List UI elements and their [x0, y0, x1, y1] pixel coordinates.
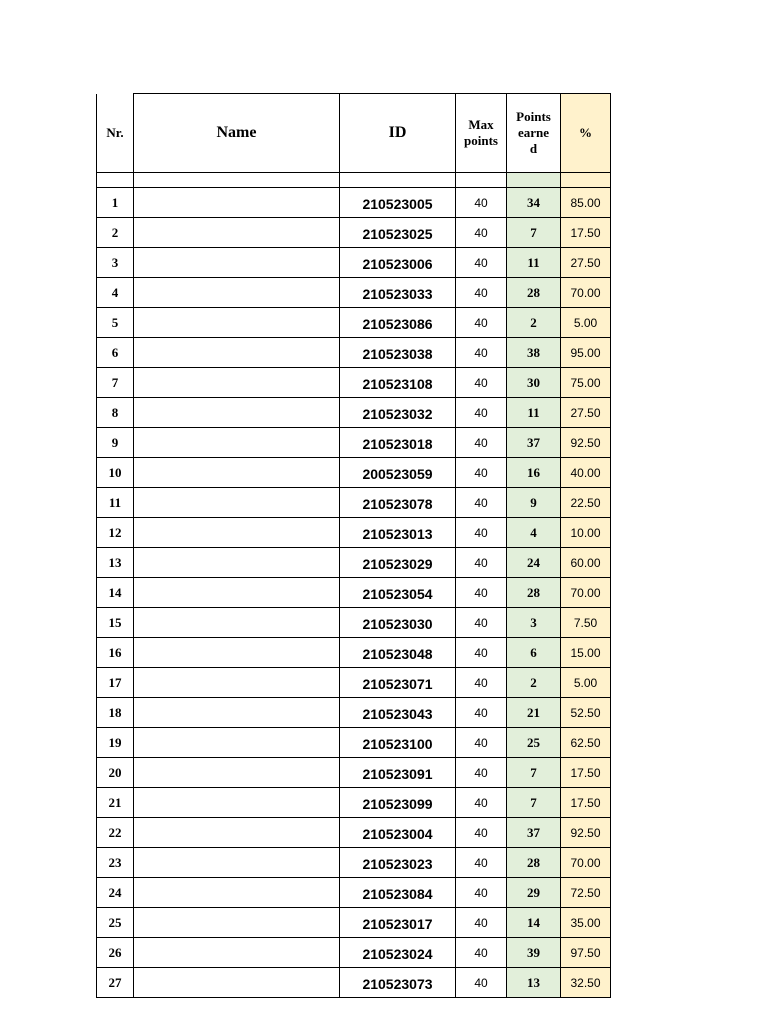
- row-number: 9: [97, 428, 134, 458]
- row-max-points: 40: [456, 608, 507, 638]
- header-max-line1: Max: [468, 117, 494, 132]
- row-percent: 97.50: [561, 938, 611, 968]
- row-student-id: 210523043: [340, 698, 456, 728]
- row-student-id: 210523054: [340, 578, 456, 608]
- row-student-id: 210523006: [340, 248, 456, 278]
- row-points-earned: 37: [507, 818, 561, 848]
- row-student-id: 210523005: [340, 188, 456, 218]
- table-row: [97, 218, 611, 248]
- row-name-cell: [134, 668, 340, 698]
- row-percent: 60.00: [561, 548, 611, 578]
- row-number: 25: [97, 908, 134, 938]
- row-points-earned: 4: [507, 518, 561, 548]
- table-row: [97, 518, 611, 548]
- row-points-earned: 21: [507, 698, 561, 728]
- row-max-points: 40: [456, 638, 507, 668]
- row-max-points: 40: [456, 908, 507, 938]
- table-header: [97, 94, 611, 173]
- row-student-id: 210523078: [340, 488, 456, 518]
- table-row: [97, 788, 611, 818]
- table-row: [97, 188, 611, 218]
- table-row: [97, 548, 611, 578]
- row-name-cell: [134, 368, 340, 398]
- row-max-points: 40: [456, 278, 507, 308]
- row-number: 11: [97, 488, 134, 518]
- spacer-cell: [134, 173, 340, 188]
- row-points-earned: 7: [507, 788, 561, 818]
- row-percent: 27.50: [561, 248, 611, 278]
- row-name-cell: [134, 188, 340, 218]
- row-max-points: 40: [456, 458, 507, 488]
- row-max-points: 40: [456, 728, 507, 758]
- spacer-cell: [507, 173, 561, 188]
- row-points-earned: 13: [507, 968, 561, 998]
- row-max-points: 40: [456, 488, 507, 518]
- row-points-earned: 37: [507, 428, 561, 458]
- row-name-cell: [134, 878, 340, 908]
- row-percent: 70.00: [561, 578, 611, 608]
- table-row: [97, 638, 611, 668]
- row-max-points: 40: [456, 188, 507, 218]
- row-max-points: 40: [456, 398, 507, 428]
- row-number: 13: [97, 548, 134, 578]
- header-earned-line2: earne: [517, 125, 550, 140]
- row-percent: 85.00: [561, 188, 611, 218]
- row-number: 1: [97, 188, 134, 218]
- row-student-id: 210523086: [340, 308, 456, 338]
- row-max-points: 40: [456, 818, 507, 848]
- table-row: [97, 428, 611, 458]
- row-points-earned: 6: [507, 638, 561, 668]
- row-percent: 40.00: [561, 458, 611, 488]
- table-body: [97, 173, 611, 998]
- row-name-cell: [134, 578, 340, 608]
- row-number: 4: [97, 278, 134, 308]
- table-row: [97, 908, 611, 938]
- row-points-earned: 38: [507, 338, 561, 368]
- row-name-cell: [134, 758, 340, 788]
- row-max-points: 40: [456, 518, 507, 548]
- row-student-id: 210523024: [340, 938, 456, 968]
- table-row: [97, 698, 611, 728]
- row-max-points: 40: [456, 578, 507, 608]
- row-student-id: 210523099: [340, 788, 456, 818]
- row-number: 12: [97, 518, 134, 548]
- header-nr: Nr.: [97, 94, 134, 173]
- table-row: [97, 578, 611, 608]
- row-student-id: 210523030: [340, 608, 456, 638]
- row-student-id: 210523071: [340, 668, 456, 698]
- row-name-cell: [134, 548, 340, 578]
- row-number: 3: [97, 248, 134, 278]
- header-max-points: [456, 94, 507, 173]
- row-student-id: 210523017: [340, 908, 456, 938]
- table-row: [97, 728, 611, 758]
- row-number: 26: [97, 938, 134, 968]
- row-percent: 95.00: [561, 338, 611, 368]
- row-student-id: 210523048: [340, 638, 456, 668]
- header-percent: %: [561, 94, 611, 173]
- row-name-cell: [134, 338, 340, 368]
- row-number: 15: [97, 608, 134, 638]
- row-name-cell: [134, 728, 340, 758]
- row-points-earned: 2: [507, 308, 561, 338]
- header-earned-line1: Points: [516, 109, 551, 124]
- row-percent: 7.50: [561, 608, 611, 638]
- row-number: 7: [97, 368, 134, 398]
- row-number: 16: [97, 638, 134, 668]
- row-percent: 35.00: [561, 908, 611, 938]
- row-name-cell: [134, 428, 340, 458]
- row-number: 24: [97, 878, 134, 908]
- row-number: 10: [97, 458, 134, 488]
- row-max-points: 40: [456, 788, 507, 818]
- row-name-cell: [134, 848, 340, 878]
- row-points-earned: 28: [507, 278, 561, 308]
- row-percent: 70.00: [561, 848, 611, 878]
- row-number: 5: [97, 308, 134, 338]
- row-points-earned: 28: [507, 848, 561, 878]
- row-max-points: 40: [456, 248, 507, 278]
- row-points-earned: 14: [507, 908, 561, 938]
- row-max-points: 40: [456, 308, 507, 338]
- row-points-earned: 28: [507, 578, 561, 608]
- row-name-cell: [134, 968, 340, 998]
- row-number: 2: [97, 218, 134, 248]
- table-row: [97, 248, 611, 278]
- row-points-earned: 7: [507, 218, 561, 248]
- spacer-cell: [456, 173, 507, 188]
- row-percent: 22.50: [561, 488, 611, 518]
- row-max-points: 40: [456, 848, 507, 878]
- row-student-id: 210523100: [340, 728, 456, 758]
- row-name-cell: [134, 308, 340, 338]
- row-name-cell: [134, 458, 340, 488]
- spacer-cell: [561, 173, 611, 188]
- table-row: [97, 758, 611, 788]
- row-percent: 32.50: [561, 968, 611, 998]
- row-percent: 17.50: [561, 218, 611, 248]
- row-student-id: 210523025: [340, 218, 456, 248]
- spacer-cell: [340, 173, 456, 188]
- row-name-cell: [134, 938, 340, 968]
- table-row: [97, 878, 611, 908]
- row-points-earned: 34: [507, 188, 561, 218]
- table-row: [97, 308, 611, 338]
- row-name-cell: [134, 248, 340, 278]
- table-row: [97, 608, 611, 638]
- row-percent: 92.50: [561, 428, 611, 458]
- row-max-points: 40: [456, 428, 507, 458]
- grades-table: [96, 93, 611, 998]
- row-points-earned: 9: [507, 488, 561, 518]
- row-number: 19: [97, 728, 134, 758]
- header-max-line2: points: [464, 133, 498, 148]
- row-percent: 27.50: [561, 398, 611, 428]
- row-percent: 5.00: [561, 668, 611, 698]
- table-row: [97, 278, 611, 308]
- header-name: Name: [134, 94, 340, 173]
- row-student-id: 210523073: [340, 968, 456, 998]
- row-percent: 15.00: [561, 638, 611, 668]
- table-row: [97, 668, 611, 698]
- row-student-id: 210523023: [340, 848, 456, 878]
- row-name-cell: [134, 218, 340, 248]
- row-number: 22: [97, 818, 134, 848]
- row-points-earned: 16: [507, 458, 561, 488]
- table-row: [97, 338, 611, 368]
- row-percent: 17.50: [561, 758, 611, 788]
- row-student-id: 210523004: [340, 818, 456, 848]
- row-points-earned: 7: [507, 758, 561, 788]
- row-name-cell: [134, 638, 340, 668]
- table-row: [97, 458, 611, 488]
- row-percent: 5.00: [561, 308, 611, 338]
- row-points-earned: 2: [507, 668, 561, 698]
- row-name-cell: [134, 278, 340, 308]
- header-earned-line3: d: [529, 141, 538, 156]
- row-name-cell: [134, 488, 340, 518]
- row-number: 6: [97, 338, 134, 368]
- table-row: [97, 848, 611, 878]
- row-points-earned: 30: [507, 368, 561, 398]
- row-percent: 62.50: [561, 728, 611, 758]
- row-name-cell: [134, 788, 340, 818]
- row-points-earned: 24: [507, 548, 561, 578]
- row-points-earned: 3: [507, 608, 561, 638]
- row-number: 23: [97, 848, 134, 878]
- row-name-cell: [134, 908, 340, 938]
- row-name-cell: [134, 398, 340, 428]
- row-number: 18: [97, 698, 134, 728]
- row-max-points: 40: [456, 368, 507, 398]
- row-max-points: 40: [456, 938, 507, 968]
- table-row: [97, 968, 611, 998]
- row-points-earned: 11: [507, 248, 561, 278]
- table-row: [97, 938, 611, 968]
- row-number: 20: [97, 758, 134, 788]
- table-row: [97, 818, 611, 848]
- row-max-points: 40: [456, 338, 507, 368]
- row-max-points: 40: [456, 968, 507, 998]
- row-student-id: 200523059: [340, 458, 456, 488]
- row-name-cell: [134, 518, 340, 548]
- row-number: 21: [97, 788, 134, 818]
- row-max-points: 40: [456, 758, 507, 788]
- row-number: 8: [97, 398, 134, 428]
- row-student-id: 210523091: [340, 758, 456, 788]
- row-name-cell: [134, 818, 340, 848]
- row-percent: 10.00: [561, 518, 611, 548]
- row-percent: 92.50: [561, 818, 611, 848]
- row-percent: 52.50: [561, 698, 611, 728]
- row-name-cell: [134, 698, 340, 728]
- row-max-points: 40: [456, 878, 507, 908]
- row-student-id: 210523018: [340, 428, 456, 458]
- row-student-id: 210523029: [340, 548, 456, 578]
- row-student-id: 210523013: [340, 518, 456, 548]
- row-max-points: 40: [456, 218, 507, 248]
- row-number: 27: [97, 968, 134, 998]
- row-points-earned: 39: [507, 938, 561, 968]
- row-points-earned: 11: [507, 398, 561, 428]
- row-max-points: 40: [456, 548, 507, 578]
- table-row: [97, 488, 611, 518]
- row-student-id: 210523108: [340, 368, 456, 398]
- row-max-points: 40: [456, 668, 507, 698]
- table-row: [97, 368, 611, 398]
- row-student-id: 210523032: [340, 398, 456, 428]
- row-number: 14: [97, 578, 134, 608]
- row-points-earned: 25: [507, 728, 561, 758]
- row-student-id: 210523084: [340, 878, 456, 908]
- row-student-id: 210523038: [340, 338, 456, 368]
- row-number: 17: [97, 668, 134, 698]
- row-max-points: 40: [456, 698, 507, 728]
- row-percent: 70.00: [561, 278, 611, 308]
- row-points-earned: 29: [507, 878, 561, 908]
- row-percent: 75.00: [561, 368, 611, 398]
- header-id: ID: [340, 94, 456, 173]
- row-percent: 72.50: [561, 878, 611, 908]
- row-student-id: 210523033: [340, 278, 456, 308]
- row-percent: 17.50: [561, 788, 611, 818]
- header-points-earned: [507, 94, 561, 173]
- header-row: [97, 94, 611, 173]
- spacer-cell: [97, 173, 134, 188]
- table-row: [97, 398, 611, 428]
- row-name-cell: [134, 608, 340, 638]
- spacer-row: [97, 173, 611, 188]
